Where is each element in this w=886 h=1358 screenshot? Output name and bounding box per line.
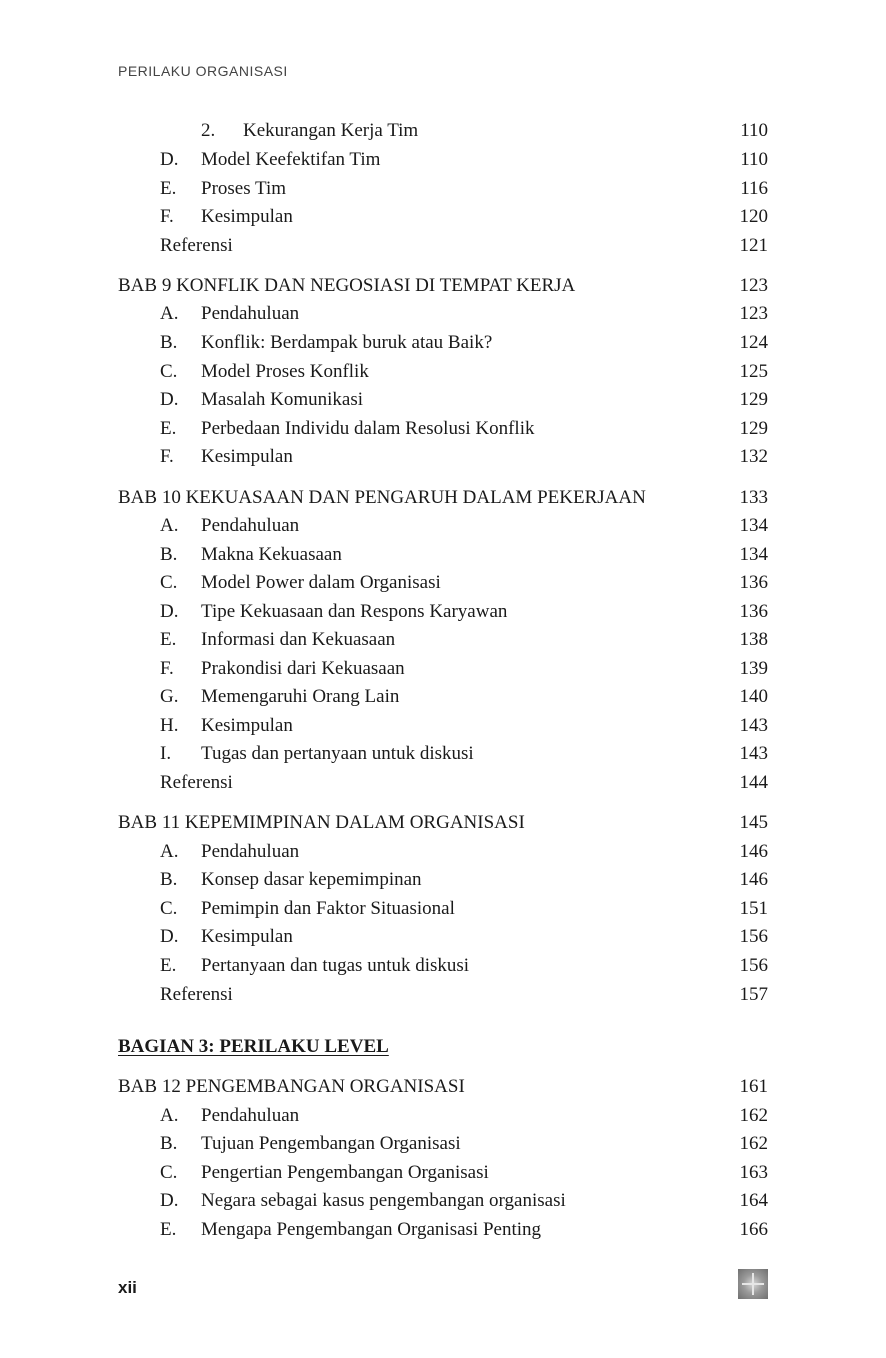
toc-entry-letter: G.: [160, 686, 179, 707]
toc-entry-page: 138: [739, 629, 768, 650]
running-header: PERILAKU ORGANISASI: [118, 63, 288, 79]
toc-references-entry[interactable]: [118, 232, 768, 260]
toc-entry[interactable]: [118, 203, 768, 231]
toc-chapter-9[interactable]: [118, 272, 768, 300]
toc-entry-title: Informasi dan Kekuasaan: [201, 629, 396, 650]
toc-references-entry[interactable]: [118, 769, 768, 797]
toc-entry-page: 124: [739, 332, 768, 353]
decorative-mark-icon: [738, 1269, 768, 1299]
toc-entry-title: Kesimpulan: [201, 446, 293, 467]
chapter-title: BAB 11 KEPEMIMPINAN DALAM ORGANISASI: [118, 812, 525, 833]
toc-entry[interactable]: [118, 740, 768, 768]
toc-entry-letter: C.: [160, 572, 178, 593]
toc-entry-title: Referensi: [160, 235, 233, 256]
chapter-page: 145: [739, 812, 768, 833]
toc-entry[interactable]: [118, 386, 768, 414]
toc-entry-letter: H.: [160, 715, 179, 736]
toc-entry-title: Prakondisi dari Kekuasaan: [201, 658, 405, 679]
toc-entry-page: 164: [739, 1190, 768, 1211]
toc-entry-letter: D.: [160, 149, 179, 170]
toc-entry-title: Pendahuluan: [201, 841, 300, 862]
toc-entry-page: 151: [739, 898, 768, 919]
toc-entry-title: Kekurangan Kerja Tim: [243, 120, 419, 141]
toc-entry[interactable]: [118, 1159, 768, 1187]
table-of-contents: [118, 0, 768, 1358]
toc-entry-letter: C.: [160, 898, 178, 919]
toc-entry-page: 156: [739, 955, 768, 976]
toc-entry[interactable]: [118, 923, 768, 951]
toc-entry-page: 146: [739, 841, 768, 862]
toc-entry[interactable]: [118, 866, 768, 894]
toc-entry-letter: D.: [160, 601, 179, 622]
toc-entry-page: 166: [739, 1219, 768, 1240]
toc-entry-title: Tugas dan pertanyaan untuk diskusi: [201, 743, 474, 764]
toc-entry-letter: D.: [160, 1190, 179, 1211]
chapter-page: 133: [739, 487, 768, 508]
toc-entry-page: 157: [739, 984, 768, 1005]
toc-entry-page: 134: [739, 515, 768, 536]
toc-entry-page: 110: [740, 120, 768, 141]
toc-entry-page: 132: [739, 446, 768, 467]
toc-entry-title: Negara sebagai kasus pengembangan organisasi: [201, 1190, 566, 1211]
toc-entry-page: 156: [739, 926, 768, 947]
toc-entry-title: Pendahuluan: [201, 1105, 300, 1126]
toc-entry-letter: E.: [160, 418, 177, 439]
toc-entry-letter: F.: [160, 206, 174, 227]
toc-entry-page: 120: [739, 206, 768, 227]
toc-entry-title: Tipe Kekuasaan dan Respons Karyawan: [201, 601, 508, 622]
toc-entry-letter: C.: [160, 1162, 178, 1183]
toc-entry-page: 123: [739, 303, 768, 324]
toc-entry-letter: A.: [160, 841, 179, 862]
toc-entry-page: 140: [739, 686, 768, 707]
toc-chapter-11[interactable]: [118, 809, 768, 837]
chapter-title: BAB 10 KEKUASAAN DAN PENGARUH DALAM PEKERJAAN: [118, 487, 646, 508]
toc-entry-title: Pemimpin dan Faktor Situasional: [201, 898, 455, 919]
toc-entry-page: 129: [739, 418, 768, 439]
toc-entry-page: 144: [739, 772, 768, 793]
chapter-page: 161: [739, 1076, 768, 1097]
toc-entry[interactable]: [118, 415, 768, 443]
toc-entry-title: Referensi: [160, 772, 233, 793]
chapter-page: 123: [739, 275, 768, 296]
toc-entry-page: 139: [739, 658, 768, 679]
toc-entry[interactable]: [118, 626, 768, 654]
toc-entry-title: Konflik: Berdampak buruk atau Baik?: [201, 332, 493, 353]
toc-entry-title: Pengertian Pengembangan Organisasi: [201, 1162, 489, 1183]
toc-entry-page: 143: [739, 715, 768, 736]
toc-entry[interactable]: [118, 838, 768, 866]
toc-entry-letter: B.: [160, 332, 178, 353]
toc-entry[interactable]: [118, 329, 768, 357]
toc-entry-letter: F.: [160, 446, 174, 467]
toc-entry-letter: E.: [160, 955, 177, 976]
toc-chapter-10[interactable]: [118, 484, 768, 512]
toc-entry[interactable]: [118, 1216, 768, 1244]
toc-entry[interactable]: [118, 895, 768, 923]
page-number: xii: [118, 1278, 137, 1297]
toc-entry-letter: E.: [160, 629, 177, 650]
toc-entry-letter: D.: [160, 389, 179, 410]
toc-entry[interactable]: [118, 512, 768, 540]
toc-entry-page: 163: [739, 1162, 768, 1183]
toc-entry-title: Model Keefektifan Tim: [201, 149, 381, 170]
toc-entry-page: 136: [739, 601, 768, 622]
chapter-title: BAB 12 PENGEMBANGAN ORGANISASI: [118, 1076, 465, 1097]
toc-entry-letter: E.: [160, 178, 177, 199]
toc-entry-title: Tujuan Pengembangan Organisasi: [201, 1133, 461, 1154]
toc-entry[interactable]: [118, 952, 768, 980]
toc-entry-letter: E.: [160, 1219, 177, 1240]
toc-entry-title: Kesimpulan: [201, 926, 293, 947]
toc-entry-title: Konsep dasar kepemimpinan: [201, 869, 422, 890]
toc-entry[interactable]: [118, 655, 768, 683]
toc-entry-number: 2.: [201, 120, 216, 141]
toc-entry-title: Perbedaan Individu dalam Resolusi Konflik: [201, 418, 535, 439]
toc-entry-letter: B.: [160, 869, 178, 890]
toc-entry[interactable]: [118, 569, 768, 597]
toc-entry[interactable]: [118, 1130, 768, 1158]
toc-entry-title: Pendahuluan: [201, 515, 300, 536]
toc-entry-title: Kesimpulan: [201, 715, 293, 736]
toc-entry-title: Pertanyaan dan tugas untuk diskusi: [201, 955, 470, 976]
toc-entry-title: Referensi: [160, 984, 233, 1005]
toc-entry-letter: D.: [160, 926, 179, 947]
toc-entry-letter: F.: [160, 658, 174, 679]
toc-entry-title: Makna Kekuasaan: [201, 544, 342, 565]
toc-entry-page: 110: [740, 149, 768, 170]
toc-entry-page: 143: [739, 743, 768, 764]
toc-entry-page: 134: [739, 544, 768, 565]
part-heading[interactable]: BAGIAN 3: PERILAKU LEVEL: [118, 1036, 389, 1057]
toc-entry-page: 162: [739, 1133, 768, 1154]
toc-entry-title: Proses Tim: [201, 178, 287, 199]
toc-entry-page: 146: [739, 869, 768, 890]
toc-entry-letter: A.: [160, 515, 179, 536]
toc-entry[interactable]: [118, 358, 768, 386]
toc-entry-page: 125: [739, 361, 768, 382]
toc-entry-letter: B.: [160, 1133, 178, 1154]
toc-entry-page: 162: [739, 1105, 768, 1126]
toc-entry-letter: A.: [160, 303, 179, 324]
toc-entry-title: Model Proses Konflik: [201, 361, 369, 382]
toc-entry-page: 121: [739, 235, 768, 256]
toc-entry-page: 129: [739, 389, 768, 410]
toc-entry-page: 136: [739, 572, 768, 593]
toc-entry[interactable]: [118, 300, 768, 328]
toc-entry-letter: C.: [160, 361, 178, 382]
toc-entry[interactable]: [118, 175, 768, 203]
toc-entry-title: Model Power dalam Organisasi: [201, 572, 441, 593]
chapter-title: BAB 9 KONFLIK DAN NEGOSIASI DI TEMPAT KERJA: [118, 275, 576, 296]
toc-entry-letter: B.: [160, 544, 178, 565]
toc-entry-letter: A.: [160, 1105, 179, 1126]
toc-entry[interactable]: [118, 146, 768, 174]
toc-entry[interactable]: [118, 443, 768, 471]
toc-entry[interactable]: [118, 1102, 768, 1130]
toc-entry-letter: I.: [160, 743, 172, 764]
toc-entry[interactable]: [118, 598, 768, 626]
toc-entry[interactable]: [118, 1187, 768, 1215]
toc-entry[interactable]: [118, 117, 768, 145]
toc-entry[interactable]: [118, 712, 768, 740]
toc-entry-title: Memengaruhi Orang Lain: [201, 686, 400, 707]
toc-entry-title: Kesimpulan: [201, 206, 293, 227]
toc-entry[interactable]: [118, 683, 768, 711]
toc-chapter-12[interactable]: [118, 1073, 768, 1101]
toc-entry-title: Masalah Komunikasi: [201, 389, 364, 410]
toc-entry-title: Pendahuluan: [201, 303, 300, 324]
toc-references-entry[interactable]: [118, 981, 768, 1009]
toc-entry-title: Mengapa Pengembangan Organisasi Penting: [201, 1219, 541, 1240]
toc-entry[interactable]: [118, 541, 768, 569]
toc-entry-page: 116: [740, 178, 768, 199]
